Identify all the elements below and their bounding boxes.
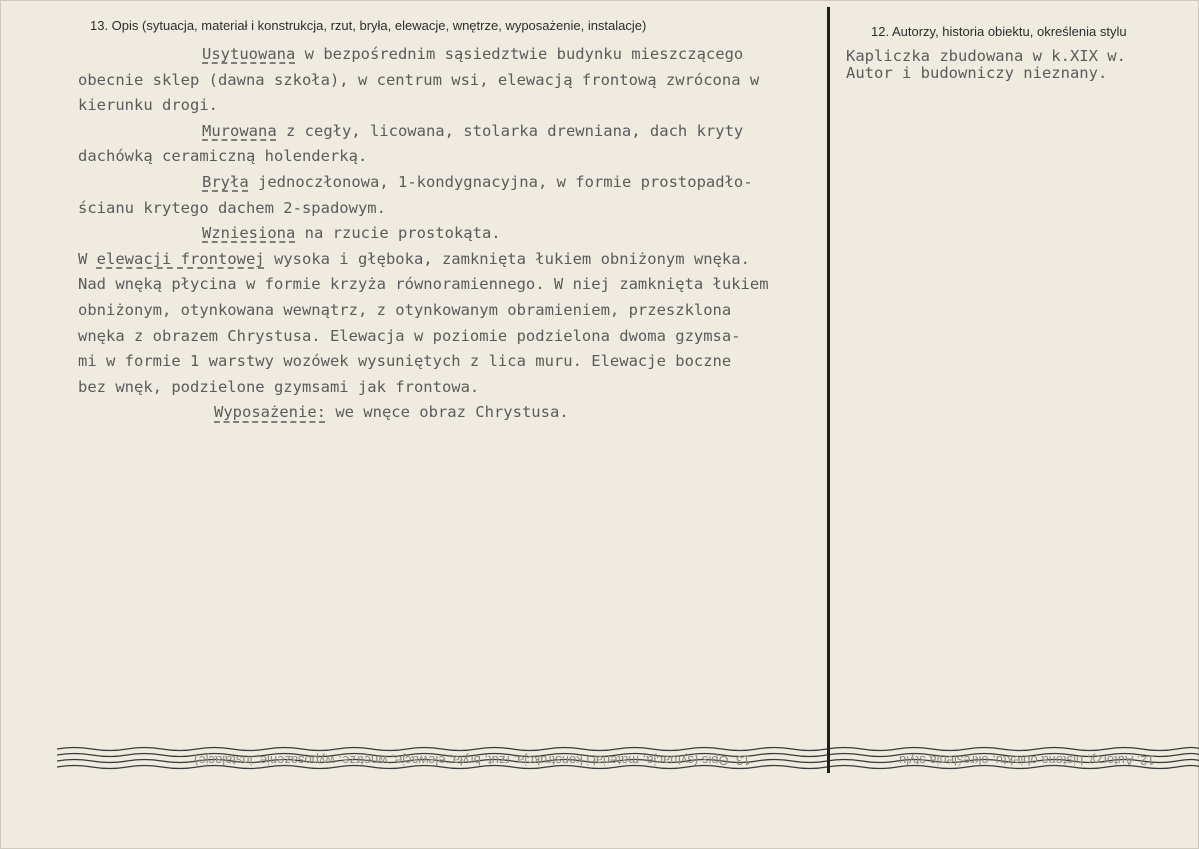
text-fragment: we wnęce obraz Chrystusa.: [325, 403, 569, 422]
term-elewacji-frontowej: elewacji frontowej: [96, 249, 265, 268]
text-fragment: na rzucie prostokąta.: [295, 224, 501, 243]
section-13-heading: 13. Opis (sytuacja, materiał i konstrukcja, rzut, bryła, elewacje, wnętrze, wyposażenie, instalacje): [90, 18, 647, 33]
text-fragment: w bezpośrednim sąsiedztwie budynku mieszczącego: [295, 45, 744, 63]
text-line: [78, 119, 838, 145]
text-line: [78, 247, 838, 273]
mirrored-section-12-heading: 12. Autorzy, historia obiektu, określenia stylu: [899, 753, 1155, 768]
term-usytuowana: Usytuowana: [202, 45, 296, 63]
term-wzniesiona: Wzniesiona: [202, 224, 296, 243]
text-line: dachówką ceramiczną holenderką.: [78, 147, 368, 166]
text-line: obniżonym, otynkowana wewnątrz, z otynkowanym obramieniem, przeszklona: [78, 300, 732, 319]
text-line: [78, 400, 838, 426]
text-line: [78, 170, 838, 196]
text-fragment: W: [78, 249, 97, 268]
text-line: obecnie sklep (dawna szkoła), w centrum wsi, elewacją frontową zwrócona w: [78, 70, 760, 89]
text-line: [78, 221, 838, 247]
section-12-heading: 12. Autorzy, historia obiektu, określenia stylu: [871, 24, 1127, 39]
text-fragment: z cegły, licowana, stolarka drewniana, dach kryty: [276, 121, 744, 140]
term-murowana: Murowana: [202, 121, 277, 140]
text-line: Nad wnęką płycina w formie krzyża równoramiennego. W niej zamknięta łukiem: [78, 275, 769, 294]
term-wyposazenie: Wyposażenie:: [214, 403, 326, 422]
text-fragment: jednoczłonowa, 1-kondygnacyjna, w formie prostopadło-: [248, 172, 753, 191]
term-bryla: Bryła: [202, 172, 249, 191]
description-text: [78, 42, 838, 426]
mirrored-section-13-heading: 13. Opis (sytuacja, materiał i konstrukcja, rzut, bryła, elewacje, wnętrze, wyposażenie, instalacje): [194, 753, 751, 768]
authors-history-text: [846, 48, 1186, 82]
text-line: kierunku drogi.: [78, 96, 218, 115]
text-line: [78, 42, 838, 68]
text-line: wnęka z obrazem Chrystusa. Elewacja w poziomie podzielona dwoma gzymsa-: [78, 326, 741, 345]
text-line: mi w formie 1 warstwy wozówek wysuniętych z lica muru. Elewacje boczne: [78, 352, 732, 371]
text-line: Autor i budowniczy nieznany.: [846, 64, 1108, 82]
text-line: bez wnęk, podzielone gzymsami jak frontowa.: [78, 377, 480, 396]
text-line: ścianu krytego dachem 2-spadowym.: [78, 198, 386, 217]
text-line: Kapliczka zbudowana w k.XIX w.: [846, 47, 1126, 65]
text-fragment: wysoka i głęboka, zamknięta łukiem obniżonym wnęka.: [264, 249, 750, 268]
